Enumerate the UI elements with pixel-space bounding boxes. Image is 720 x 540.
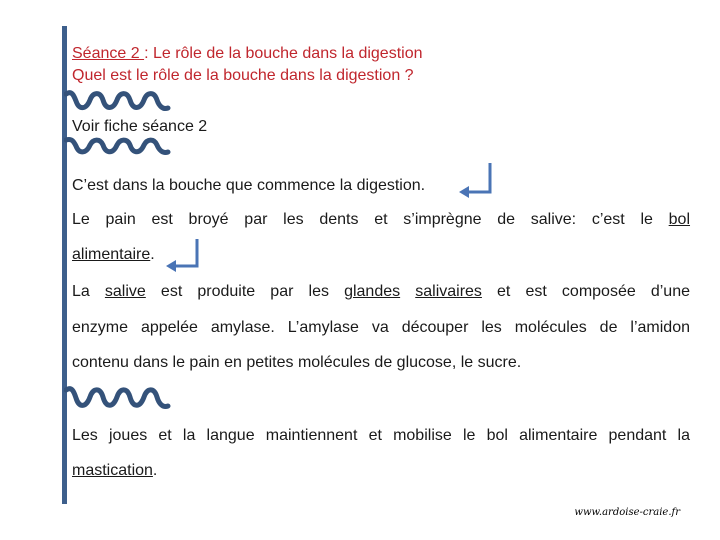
wave-divider-3 xyxy=(64,384,174,414)
wave-divider-2 xyxy=(64,136,174,160)
p3-mid: est produite par les xyxy=(160,283,329,300)
paragraph-1-text: C’est dans la bouche que commence la digestion. xyxy=(72,177,426,194)
title-question: Quel est le rôle de la bouche dans la digestion ? xyxy=(72,67,414,84)
paragraph-3-line-1 xyxy=(72,281,690,303)
seance-label: Séance 2 xyxy=(72,45,145,62)
term-glandes: glandes xyxy=(344,283,401,300)
wave-divider-1 xyxy=(64,88,174,116)
p3-la: La xyxy=(72,283,90,300)
site-credit: www.ardoise-craie.fr xyxy=(574,507,680,518)
voir-fiche: Voir fiche séance 2 xyxy=(72,118,208,135)
paragraph-3-line-2: enzyme appelée amylase. L’amylase va découper les molécules de l’amidon xyxy=(72,319,690,336)
paragraph-4-line-1: Les joues et la langue maintiennent et mobilise le bol alimentaire pendant la xyxy=(72,427,690,444)
paragraph-4-line-2 xyxy=(72,460,690,482)
paragraph-1 xyxy=(72,175,690,197)
title-line-1 xyxy=(72,43,422,65)
term-bol: bol xyxy=(668,211,691,228)
paragraph-3-line-3: contenu dans le pain en petites molécules de glucose, le sucre. xyxy=(72,354,522,371)
term-salive: salive xyxy=(104,283,146,300)
term-alimentaire: alimentaire xyxy=(72,246,151,263)
arrow-return-icon-2 xyxy=(162,236,202,272)
arrow-return-icon-1 xyxy=(455,160,495,198)
p3-end: et est composée d’une xyxy=(497,283,690,300)
term-mastication: mastication xyxy=(72,462,153,479)
term-salivaires: salivaires xyxy=(415,283,482,300)
paragraph-2-line-1 xyxy=(72,209,690,231)
paragraph-2-text: Le pain est broyé par les dents et s’imprègne de salive: c’est le xyxy=(72,211,653,228)
title-rest: : Le rôle de la bouche dans la digestion xyxy=(144,45,423,62)
page-title xyxy=(72,43,422,87)
paragraph-2-dot: . xyxy=(150,246,155,263)
paragraph-4-dot: . xyxy=(152,462,158,479)
